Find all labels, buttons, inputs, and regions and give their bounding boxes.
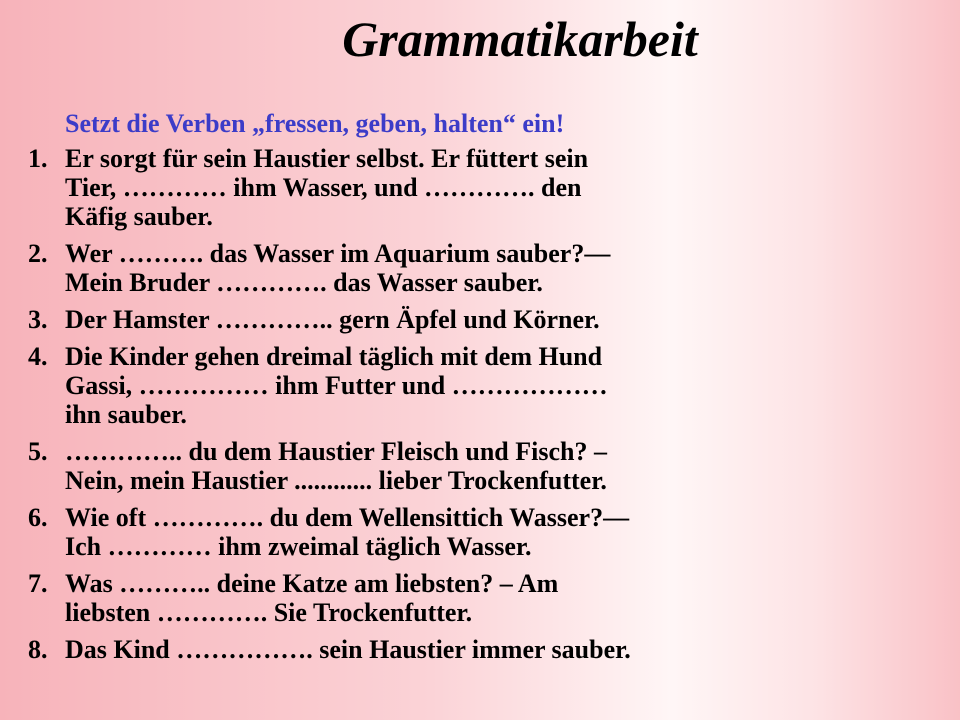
slide-title: Grammatikarbeit	[342, 11, 698, 67]
exercise-item	[0, 144, 960, 231]
item-line: Der Hamster ………….. gern Äpfel und Körner.	[65, 305, 600, 334]
instruction-text: Setzt die Verben „fressen, geben, halten“ ein!	[65, 109, 565, 138]
item-number: 1.	[28, 144, 48, 173]
item-line: liebsten …………. Sie Trockenfutter.	[65, 598, 473, 627]
item-line: Er sorgt für sein Haustier selbst. Er füttert sein	[65, 144, 589, 173]
exercise-item	[0, 342, 960, 429]
item-line: Wie oft …………. du dem Wellensittich Wasser?—	[65, 503, 630, 532]
item-line: ………….. du dem Haustier Fleisch und Fisch? –	[65, 437, 607, 466]
item-number: 7.	[28, 569, 48, 598]
item-line: ihn sauber.	[65, 400, 187, 429]
exercise-item	[0, 635, 960, 664]
exercise-item	[0, 305, 960, 334]
item-line: Käfig sauber.	[65, 202, 213, 231]
exercise-list	[0, 144, 960, 672]
exercise-item	[0, 437, 960, 495]
item-line: Ich ………… ihm zweimal täglich Wasser.	[65, 532, 532, 561]
item-line: Gassi, …………… ihm Futter und ………………	[65, 371, 608, 400]
item-line: Nein, mein Haustier ............ lieber Trockenfutter.	[65, 466, 607, 495]
item-number: 5.	[28, 437, 48, 466]
item-number: 2.	[28, 239, 48, 268]
exercise-item	[0, 569, 960, 627]
item-number: 6.	[28, 503, 48, 532]
item-line: Was ……….. deine Katze am liebsten? – Am	[65, 569, 559, 598]
exercise-item	[0, 239, 960, 297]
exercise-item	[0, 503, 960, 561]
item-number: 4.	[28, 342, 48, 371]
item-number: 3.	[28, 305, 48, 334]
item-line: Mein Bruder …………. das Wasser sauber.	[65, 268, 543, 297]
item-number: 8.	[28, 635, 48, 664]
item-line: Wer ………. das Wasser im Aquarium sauber?—	[65, 239, 611, 268]
item-line: Die Kinder gehen dreimal täglich mit dem Hund	[65, 342, 603, 371]
item-line: Das Kind ……………. sein Haustier immer sauber.	[65, 635, 631, 664]
item-line: Tier, ………… ihm Wasser, und …………. den	[65, 173, 582, 202]
